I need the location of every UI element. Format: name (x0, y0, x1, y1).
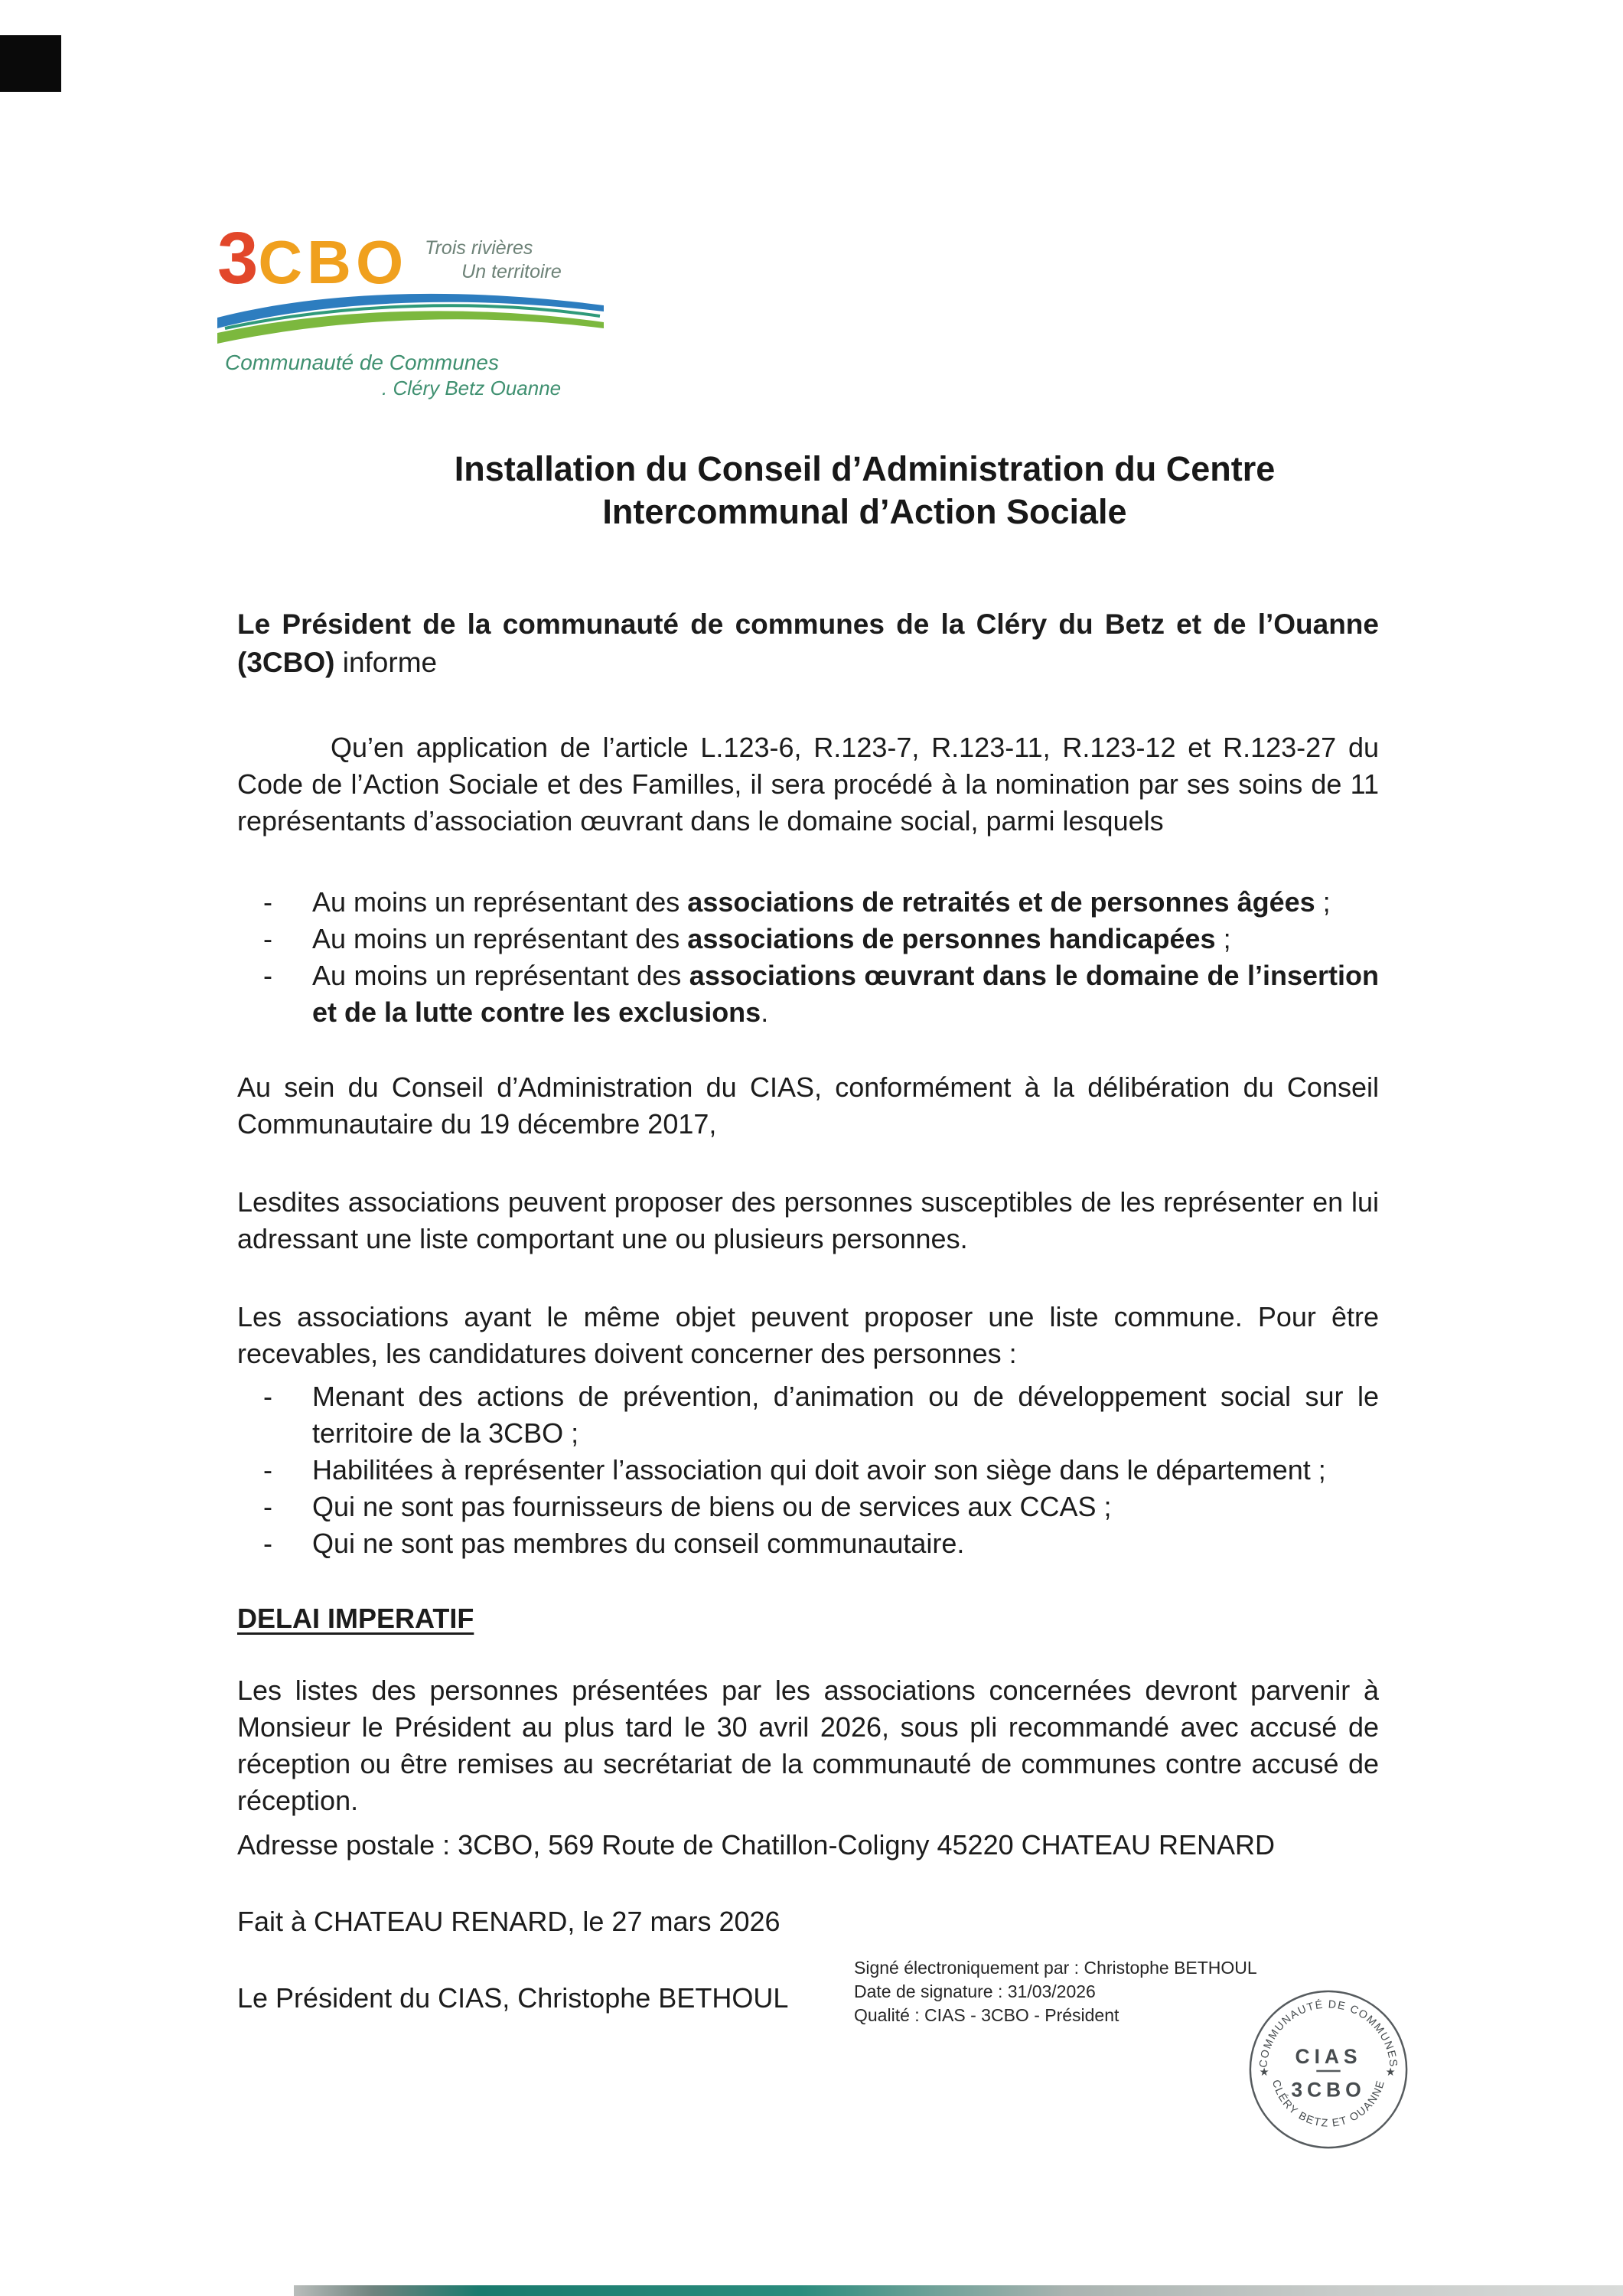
deadline-heading: DELAI IMPERATIF (237, 1603, 474, 1634)
list-item-text: Habilitées à représenter l’association qui doit avoir son siège dans le département ; (312, 1454, 1326, 1486)
list-item-text (312, 960, 1379, 1028)
intro-normal-run: informe (334, 647, 438, 678)
list-item-run: . (761, 996, 769, 1028)
list-item-text (312, 923, 1231, 954)
list-item (237, 1489, 1379, 1525)
list-item-run: Au moins un représentant des (312, 886, 688, 918)
stamp-star-left-icon: ★ (1259, 2066, 1269, 2079)
stamp-3cbo-text: 3CBO (1291, 2078, 1366, 2102)
logo-org-name: Communauté de Communes (225, 351, 499, 374)
list-item-run: Au moins un représentant des (312, 960, 689, 991)
scan-artifact-mark (0, 35, 61, 92)
paragraph-legal-basis: Qu’en application de l’article L.123-6, R.123-7, R.123-11, R.123-12 et R.123-27 du Code de l’Action Sociale et des Familles, il sera procédé à la nomination par ses soins de 11 représentants d’association œuvrant dans le domaine social, parmi lesquels (237, 732, 1379, 837)
list-item-run: ; (1215, 923, 1231, 954)
representatives-list (237, 884, 1379, 1031)
esign-date: Date de signature : 31/03/2026 (854, 1981, 1096, 2001)
bullet-dash: - (263, 1528, 272, 1559)
logo-letters-cbo: CBO (258, 228, 409, 296)
electronic-signature-block (854, 1956, 1257, 2027)
deadline-paragraph: Les listes des personnes présentées par les associations concernées devront parvenir à Monsieur le Président au plus tard le 30 avril 2026, sous pli recommandé avec accusé de réception ou être remises au secrétariat de la communauté de communes contre accusé de réception. (237, 1675, 1379, 1816)
list-item-text: Menant des actions de prévention, d’animation ou de développement social sur le territoire de la 3CBO ; (312, 1381, 1379, 1449)
bullet-dash: - (263, 1454, 272, 1486)
list-item-bold-run: associations de personnes handicapées (687, 923, 1216, 954)
paragraph-propose-list: Lesdites associations peuvent proposer des personnes susceptibles de les représenter en lui adressant une liste comportant une ou plusieurs personnes. (237, 1186, 1379, 1254)
intro-paragraph (237, 605, 1379, 682)
list-item-bold-run: associations de retraités et de personnes âgées (687, 886, 1315, 918)
document-title (237, 448, 1379, 533)
logo-tagline (425, 236, 562, 285)
list-item (237, 921, 1379, 957)
bullet-dash: - (263, 1381, 272, 1412)
document-body (237, 448, 1379, 2017)
logo-tagline-line1: Trois rivières (425, 237, 533, 259)
list-item (237, 884, 1379, 921)
scan-artifact-bottom-strip (294, 2285, 1623, 2296)
stamp-star-right-icon: ★ (1385, 2066, 1396, 2079)
stamp-top-arc-text: COMMUNAUTÉ DE COMMUNES (1257, 1998, 1400, 2069)
list-item (237, 1452, 1379, 1489)
logo-tagline-line2: Un territoire (461, 261, 562, 283)
list-item-text: Qui ne sont pas membres du conseil communautaire. (312, 1528, 965, 1559)
logo-wordmark (217, 217, 409, 299)
paragraph-common-list: Les associations ayant le même objet peuvent proposer une liste commune. Pour être recevables, les candidatures doivent concerner des personnes : (237, 1301, 1379, 1369)
list-item-text: Qui ne sont pas fournisseurs de biens ou de services aux CCAS ; (312, 1491, 1112, 1522)
stamp-cias-text: CIAS (1295, 2045, 1362, 2069)
list-item-run: ; (1315, 886, 1331, 918)
logo-wordmark-row (217, 217, 646, 299)
list-item-text (312, 886, 1331, 918)
intro-bold-run: Le Président de la communauté de communes de la Cléry du Betz et de l’Ouanne (3CBO) (237, 608, 1379, 678)
stamp-bottom-arc-text: CLÉRY BETZ ET OUANNE (1269, 2078, 1388, 2130)
logo-org-subname: . Cléry Betz Ouanne (382, 377, 562, 400)
cias-round-stamp (1246, 1987, 1411, 2152)
eligibility-list (237, 1378, 1379, 1562)
paragraph-cias-board: Au sein du Conseil d’Administration du CIAS, conformément à la délibération du Conseil Communautaire du 19 décembre 2017, (237, 1071, 1379, 1140)
logo-digit-3: 3 (217, 217, 259, 299)
title-line-2: Intercommunal d’Action Sociale (602, 492, 1127, 531)
list-item-bold-run: associations œuvrant dans le domaine de l’insertion et de la lutte contre les exclusions (312, 960, 1379, 1028)
signatory-line: Le Président du CIAS, Christophe BETHOUL (237, 1982, 789, 2014)
bullet-dash: - (263, 886, 272, 918)
list-item (237, 1378, 1379, 1452)
bullet-dash: - (263, 960, 272, 991)
title-line-1: Installation du Conseil d’Administration du Centre (454, 449, 1276, 488)
organization-logo (217, 217, 646, 409)
esign-signed-by: Signé électroniquement par : Christophe BETHOUL (854, 1958, 1257, 1978)
list-item (237, 957, 1379, 1031)
postal-address: Adresse postale : 3CBO, 569 Route de Chatillon-Coligny 45220 CHATEAU RENARD (237, 1829, 1275, 1861)
esign-quality: Qualité : CIAS - 3CBO - Président (854, 2005, 1119, 2025)
list-item-run: Au moins un représentant des (312, 923, 688, 954)
place-and-date: Fait à CHATEAU RENARD, le 27 mars 2026 (237, 1906, 781, 1937)
bullet-dash: - (263, 1491, 272, 1522)
logo-rivers-waves-graphic (217, 285, 604, 351)
list-item (237, 1525, 1379, 1562)
bullet-dash: - (263, 923, 272, 954)
